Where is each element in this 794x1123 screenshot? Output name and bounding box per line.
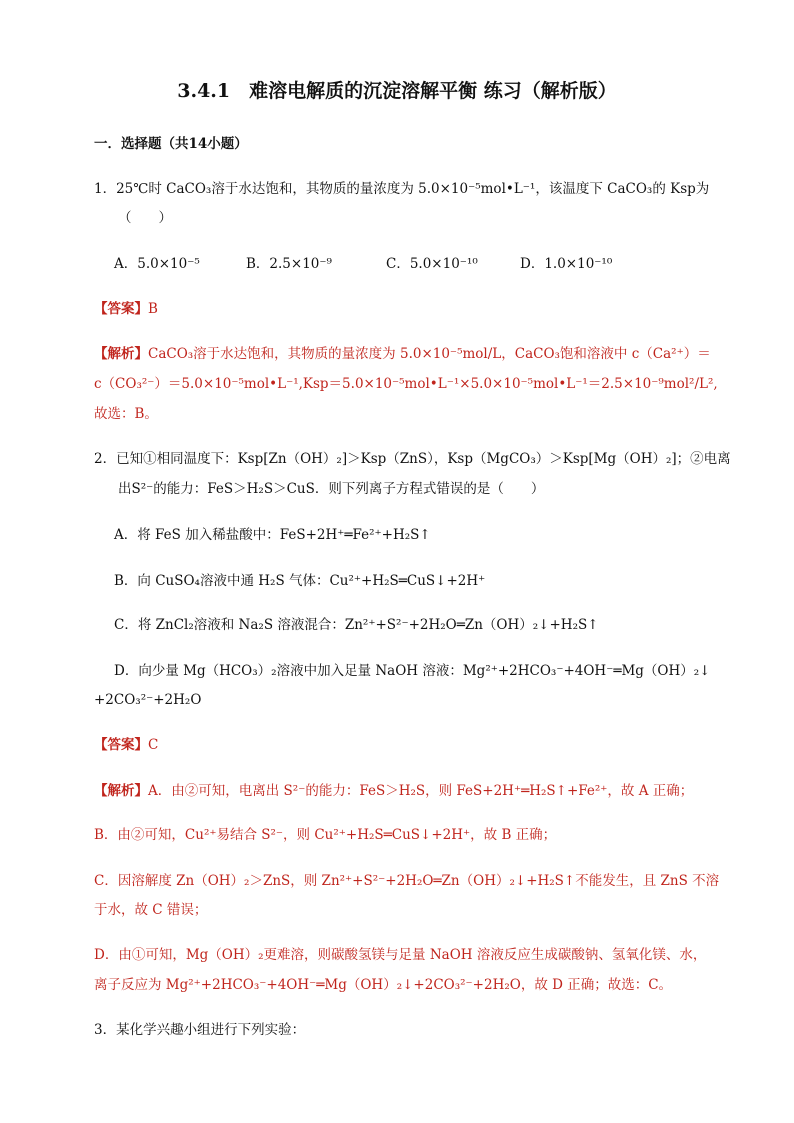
q1-option-c: C．5.0×10⁻¹⁰ bbox=[386, 256, 478, 272]
answer-value: B bbox=[148, 301, 158, 317]
q1-analysis-line2: c（CO₃²⁻）＝5.0×10⁻⁵mol•L⁻¹,Ksp＝5.0×10⁻⁵mol•L⁻¹×5.0×10⁻⁵mol•L⁻¹＝2.5×10⁻⁹mol²/L², bbox=[94, 376, 718, 392]
answer-tag: 【答案】 bbox=[94, 737, 148, 753]
q2-option-b: B．向 CuSO₄溶液中通 H₂S 气体：Cu²⁺+H₂S═CuS↓+2H⁺ bbox=[114, 573, 486, 589]
q2-analysis-line2: B．由②可知，Cu²⁺易结合 S²⁻，则 Cu²⁺+H₂S═CuS↓+2H⁺，故 B 正确； bbox=[94, 827, 557, 843]
q1-stem-line1: 1．25℃时 CaCO₃溶于水达饱和，其物质的量浓度为 5.0×10⁻⁵mol•L⁻¹，该温度下 CaCO₃的 Ksp为 bbox=[94, 181, 710, 197]
answer-value: C bbox=[148, 737, 159, 753]
q2-analysis-line3: C．因溶解度 Zn（OH）₂＞ZnS，则 Zn²⁺+S²⁻+2H₂O═Zn（OH）₂↓+H₂S↑不能发生，且 ZnS 不溶 bbox=[94, 873, 720, 889]
q2-stem-line2: 出S²⁻的能力：FeS＞H₂S＞CuS．则下列离子方程式错误的是（ ） bbox=[118, 481, 545, 497]
q2-stem-line1: 2．已知①相同温度下：Ksp[Zn（OH）₂]＞Ksp（ZnS），Ksp（MgCO₃）＞Ksp[Mg（OH）₂]；②电离 bbox=[94, 451, 731, 467]
q1-option-b: B．2.5×10⁻⁹ bbox=[246, 256, 332, 272]
q1-analysis-line1 bbox=[94, 345, 711, 363]
q2-analysis-line6: 离子反应为 Mg²⁺+2HCO₃⁻+4OH⁻═Mg（OH）₂↓+2CO₃²⁻+2H₂O，故 D 正确；故选：C。 bbox=[94, 977, 673, 993]
q2-option-d-line2: +2CO₃²⁻+2H₂O bbox=[94, 692, 202, 708]
q2-analysis-line4: 于水，故 C 错误； bbox=[94, 902, 208, 918]
q2-analysis-line5: D．由①可知，Mg（OH）₂更难溶，则碳酸氢镁与足量 NaOH 溶液反应生成碳酸钠、氢氧化镁、水， bbox=[94, 947, 707, 963]
q3-stem-line1: 3．某化学兴趣小组进行下列实验： bbox=[94, 1022, 306, 1038]
q2-option-c: C．将 ZnCl₂溶液和 Na₂S 溶液混合：Zn²⁺+S²⁻+2H₂O═Zn（OH）₂↓+H₂S↑ bbox=[114, 617, 599, 633]
analysis-text: CaCO₃溶于水达饱和，其物质的量浓度为 5.0×10⁻⁵mol/L，CaCO₃饱和溶液中 c（Ca²⁺）＝ bbox=[148, 346, 711, 362]
analysis-tag: 【解析】 bbox=[94, 783, 148, 799]
answer-tag: 【答案】 bbox=[94, 301, 148, 317]
q1-analysis-line3: 故选：B。 bbox=[94, 406, 158, 422]
q1-answer bbox=[94, 300, 158, 318]
page-title: 3.4.1 难溶电解质的沉淀溶解平衡 练习（解析版） bbox=[177, 80, 617, 102]
analysis-text: A．由②可知，电离出 S²⁻的能力：FeS＞H₂S，则 FeS+2H⁺═H₂S↑+Fe²⁺，故 A 正确； bbox=[148, 783, 694, 799]
q2-analysis-line1 bbox=[94, 782, 693, 800]
q1-stem-line2: （ ） bbox=[118, 210, 172, 226]
q2-option-a: A．将 FeS 加入稀盐酸中：FeS+2H⁺═Fe²⁺+H₂S↑ bbox=[114, 527, 431, 543]
q2-option-d-line1: D．向少量 Mg（HCO₃）₂溶液中加入足量 NaOH 溶液：Mg²⁺+2HCO₃⁻+4OH⁻═Mg（OH）₂↓ bbox=[114, 663, 711, 679]
section-heading: 一．选择题（共14小题） bbox=[94, 136, 248, 152]
q1-option-a: A．5.0×10⁻⁵ bbox=[114, 256, 200, 272]
q2-answer bbox=[94, 736, 158, 754]
q1-option-d: D．1.0×10⁻¹⁰ bbox=[520, 256, 613, 272]
analysis-tag: 【解析】 bbox=[94, 346, 148, 362]
